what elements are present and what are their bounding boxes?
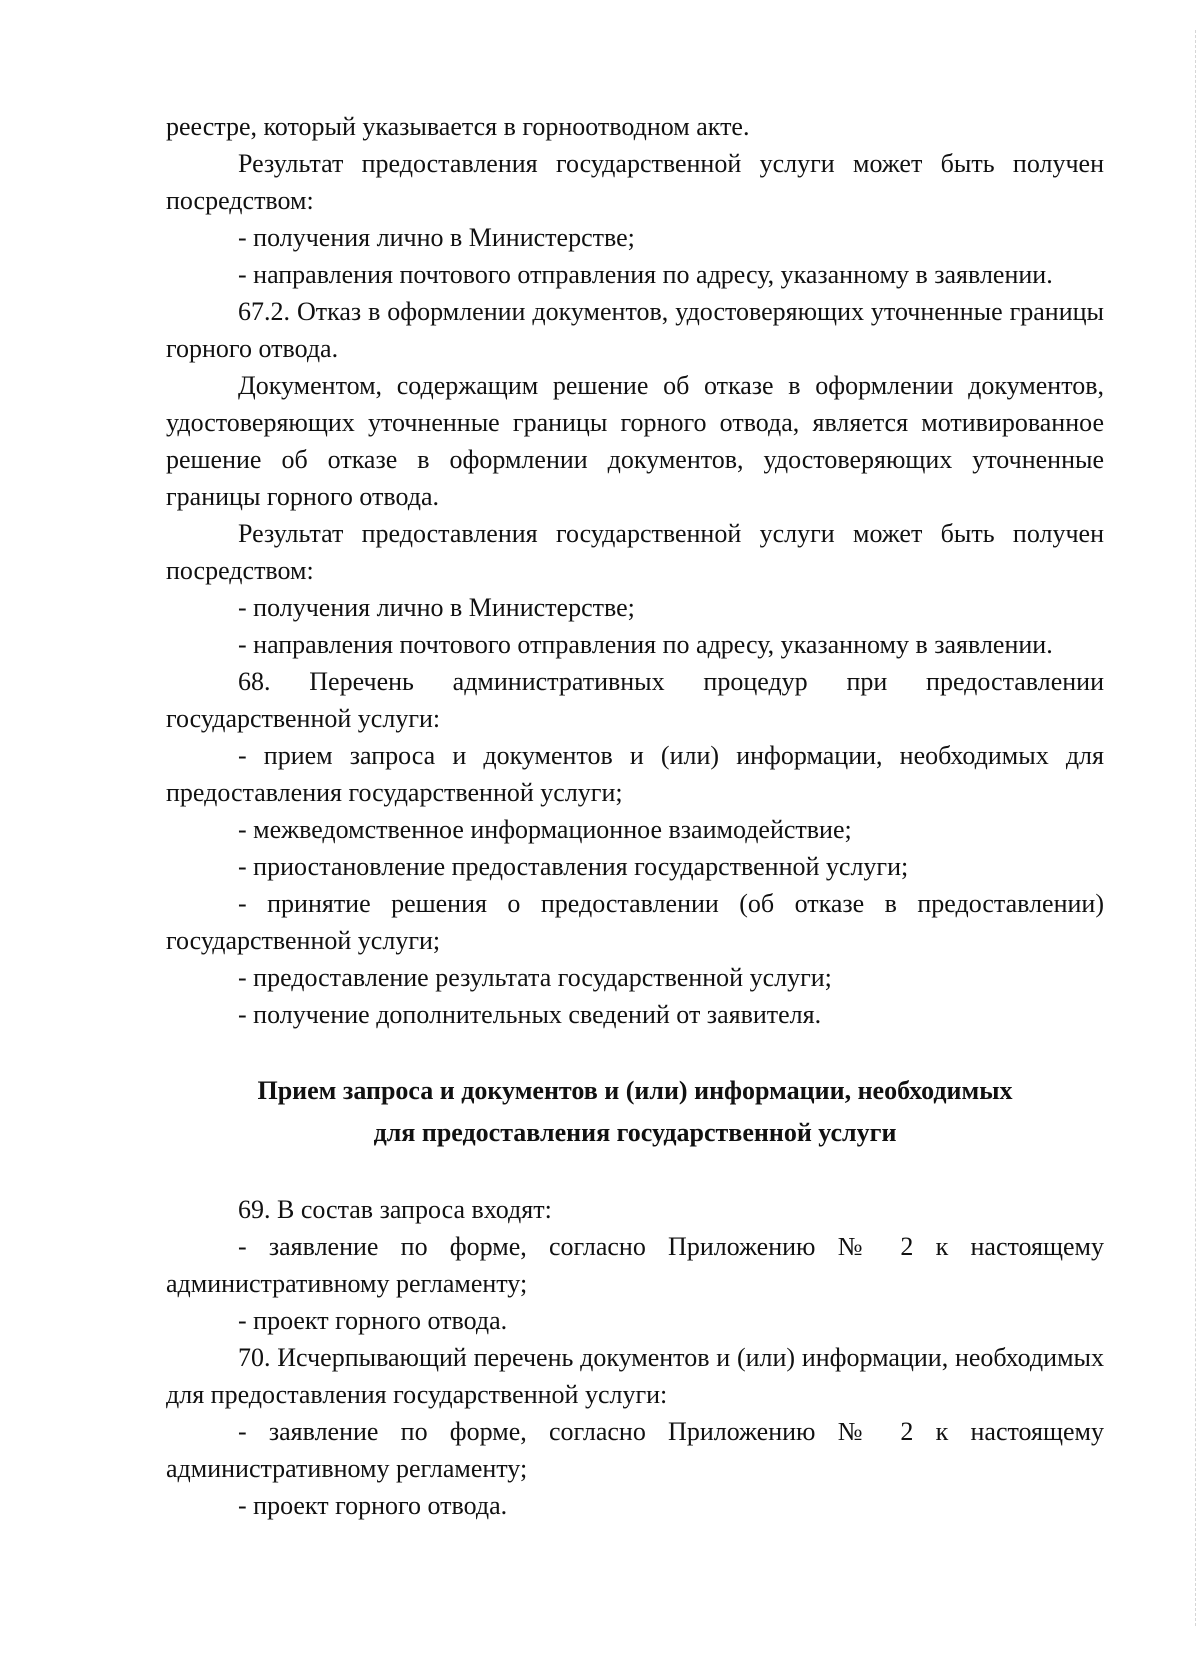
paragraph: Документом, содержащим решение об отказе в оформлении документов, удостоверяющих уточненные границы горного отвода, является мотивированное решение об отказе в оформлении документов, удостоверяющих уточненные границы горного отвода. <box>166 371 1104 511</box>
list-item: - межведомственное информационное взаимодействие; <box>238 815 852 844</box>
list-item: - принятие решения о предоставлении (об отказе в предоставлении) государственной услуги; <box>166 889 1104 955</box>
list-item: - приостановление предоставления государственной услуги; <box>238 852 909 881</box>
list-item: - проект горного отвода. <box>238 1491 508 1520</box>
paragraph: 69. В состав запроса входят: <box>238 1195 552 1224</box>
paragraph: 70. Исчерпывающий перечень документов и (или) информации, необходимых для предоставления государственной услуги: <box>166 1343 1104 1409</box>
paragraph: реестре, который указывается в горноотводном акте. <box>166 112 750 141</box>
list-item: - проект горного отвода. <box>238 1306 508 1335</box>
document-body <box>166 108 1104 1524</box>
list-item: - получения лично в Министерстве; <box>238 593 635 622</box>
section-heading-line-1: Прием запроса и документов и (или) информации, необходимых <box>257 1076 1013 1105</box>
list-item: - направления почтового отправления по адресу, указанному в заявлении. <box>238 260 1053 289</box>
list-item: - предоставление результата государственной услуги; <box>238 963 832 992</box>
list-item: - заявление по форме, согласно Приложению № 2 к настоящему административному регламенту; <box>166 1417 1104 1483</box>
paragraph: 68. Перечень административных процедур при предоставлении государственной услуги: <box>166 667 1104 733</box>
paragraph: Результат предоставления государственной услуги может быть получен посредством: <box>166 519 1104 585</box>
list-item: - получение дополнительных сведений от заявителя. <box>238 1000 822 1029</box>
list-item: - заявление по форме, согласно Приложению № 2 к настоящему административному регламенту; <box>166 1232 1104 1298</box>
scan-edge-mark <box>1194 30 1196 1626</box>
paragraph: 67.2. Отказ в оформлении документов, удостоверяющих уточненные границы горного отвода. <box>166 297 1104 363</box>
list-item: - направления почтового отправления по адресу, указанному в заявлении. <box>238 630 1053 659</box>
section-heading-line-2: для предоставления государственной услуги <box>373 1118 897 1147</box>
list-item: - прием запроса и документов и (или) информации, необходимых для предоставления государственной услуги; <box>166 741 1104 807</box>
list-item: - получения лично в Министерстве; <box>238 223 635 252</box>
spacer <box>166 1033 1104 1070</box>
paragraph: Результат предоставления государственной услуги может быть получен посредством: <box>166 149 1104 215</box>
section-heading <box>166 1070 1104 1154</box>
spacer <box>166 1154 1104 1191</box>
